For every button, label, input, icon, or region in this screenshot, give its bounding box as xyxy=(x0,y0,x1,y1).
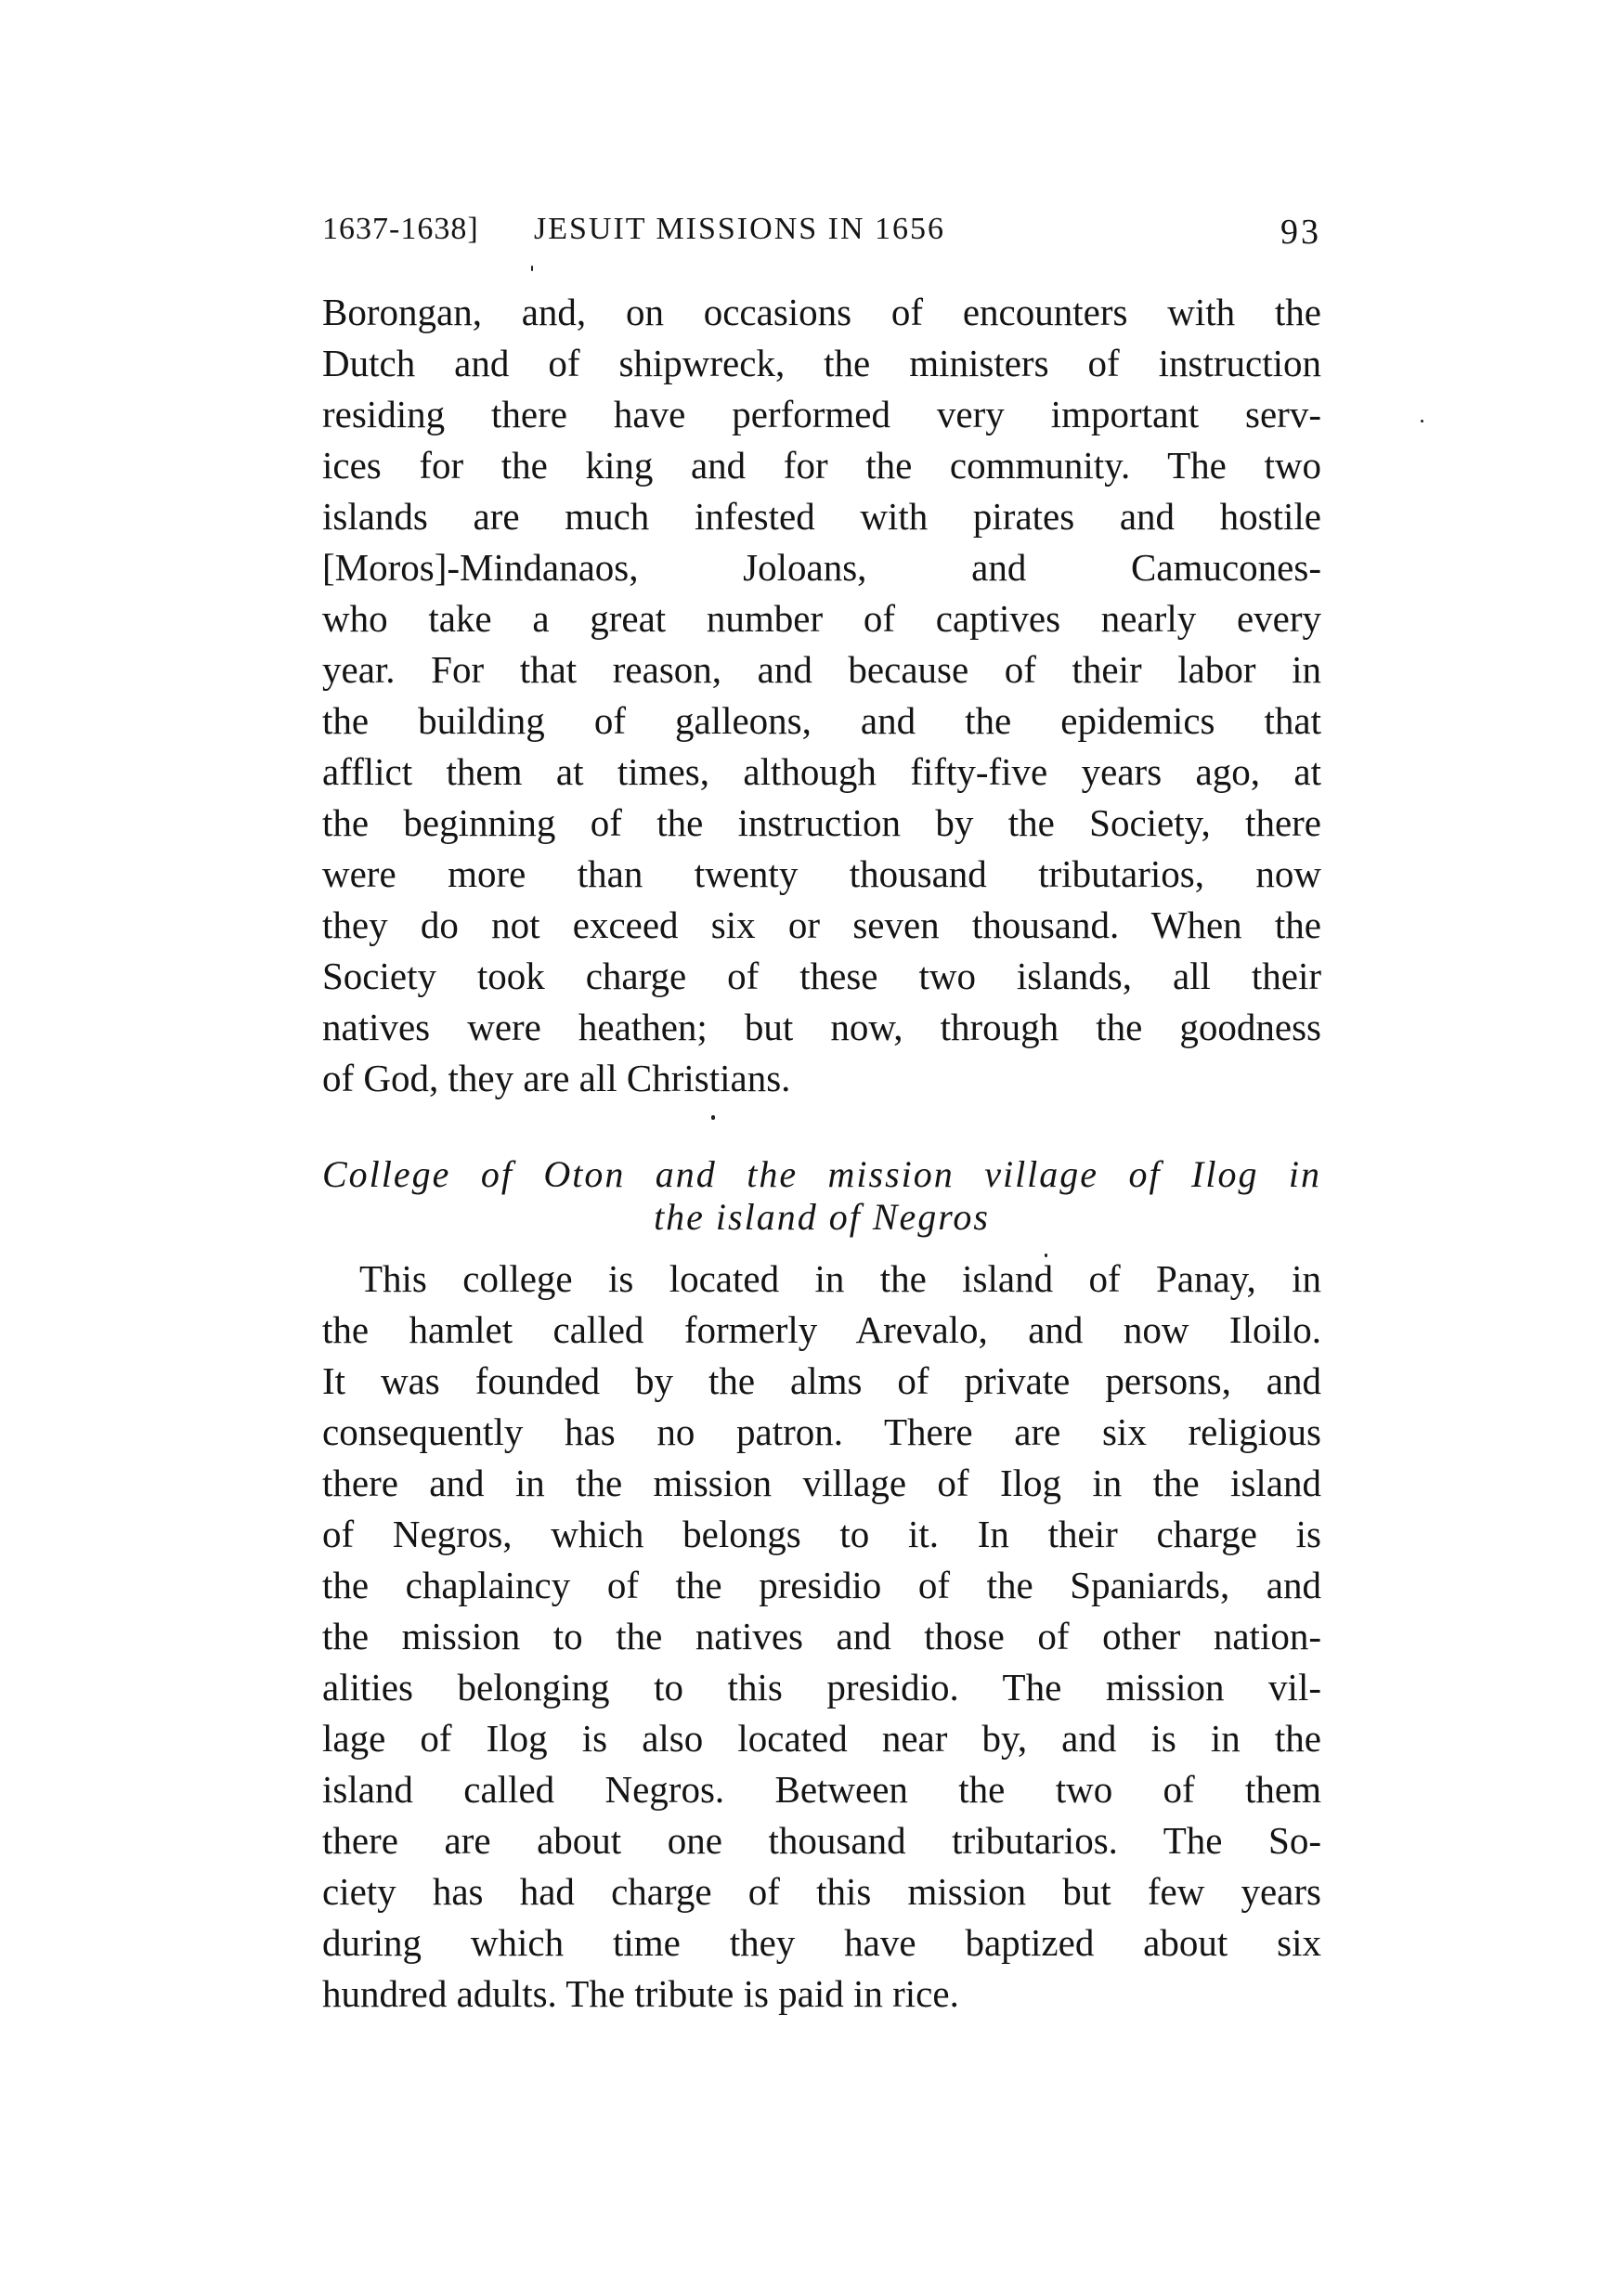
text-line: there are about one thousand tributarios. The So- xyxy=(322,1819,1321,1862)
text-line: the chaplaincy of the presidio of the Spaniards, and xyxy=(322,1564,1321,1606)
text-line: This college is located in the island of Panay, in xyxy=(359,1257,1321,1300)
scan-speck xyxy=(531,266,533,271)
text-line: islands are much infested with pirates and hostile xyxy=(322,495,1321,538)
text-line: hundred adults. The tribute is paid in rice. xyxy=(322,1972,959,2015)
text-line: ciety has had charge of this mission but few years xyxy=(322,1870,1321,1913)
running-head xyxy=(322,212,1321,253)
text-line: the mission to the natives and those of other nation- xyxy=(322,1615,1321,1657)
text-line: ices for the king and for the community. The two xyxy=(322,444,1321,487)
text-line: who take a great number of captives nearly every xyxy=(322,597,1321,640)
text-line: Borongan, and, on occasions of encounters with the xyxy=(322,291,1321,333)
text-line: consequently has no patron. There are six religious xyxy=(322,1410,1321,1453)
text-line: the hamlet called formerly Arevalo, and now Iloilo. xyxy=(322,1308,1321,1351)
text-line: they do not exceed six or seven thousand. When the xyxy=(322,903,1321,946)
text-line: [Moros]-Mindanaos, Joloans, and Camucones- xyxy=(322,546,1321,589)
page-number: 93 xyxy=(1280,213,1321,252)
section-heading-line: College of Oton and the mission village of Ilog in xyxy=(322,1153,1321,1195)
text-line: of God, they are all Christians. xyxy=(322,1057,791,1099)
scan-speck xyxy=(711,1115,715,1120)
text-line: year. For that reason, and because of their labor in xyxy=(322,648,1321,691)
text-line: there and in the mission village of Ilog in the island xyxy=(322,1462,1321,1504)
text-line: natives were heathen; but now, through the goodness xyxy=(322,1006,1321,1048)
text-line: island called Negros. Between the two of them xyxy=(322,1768,1321,1811)
text-line: residing there have performed very important serv- xyxy=(322,393,1321,435)
text-line: Dutch and of shipwreck, the ministers of instruction xyxy=(322,342,1321,384)
text-line: were more than twenty thousand tributarios, now xyxy=(322,852,1321,895)
running-head-years: 1637-1638] xyxy=(322,212,479,246)
scan-speck xyxy=(1421,420,1423,422)
text-line: alities belonging to this presidio. The mission vil- xyxy=(322,1666,1321,1709)
text-line: afflict them at times, although fifty-five years ago, at xyxy=(322,750,1321,793)
text-line: It was founded by the alms of private persons, and xyxy=(322,1359,1321,1402)
text-line: lage of Ilog is also located near by, and is in the xyxy=(322,1717,1321,1760)
section-heading-line: the island of Negros xyxy=(654,1196,990,1238)
text-line: the building of galleons, and the epidemics that xyxy=(322,699,1321,742)
text-line: during which time they have baptized about six xyxy=(322,1921,1321,1964)
text-line: of Negros, which belongs to it. In their charge is xyxy=(322,1513,1321,1555)
text-line: Society took charge of these two islands, all their xyxy=(322,955,1321,997)
text-line: the beginning of the instruction by the Society, there xyxy=(322,801,1321,844)
running-head-title: JESUIT MISSIONS IN 1656 xyxy=(534,212,946,246)
